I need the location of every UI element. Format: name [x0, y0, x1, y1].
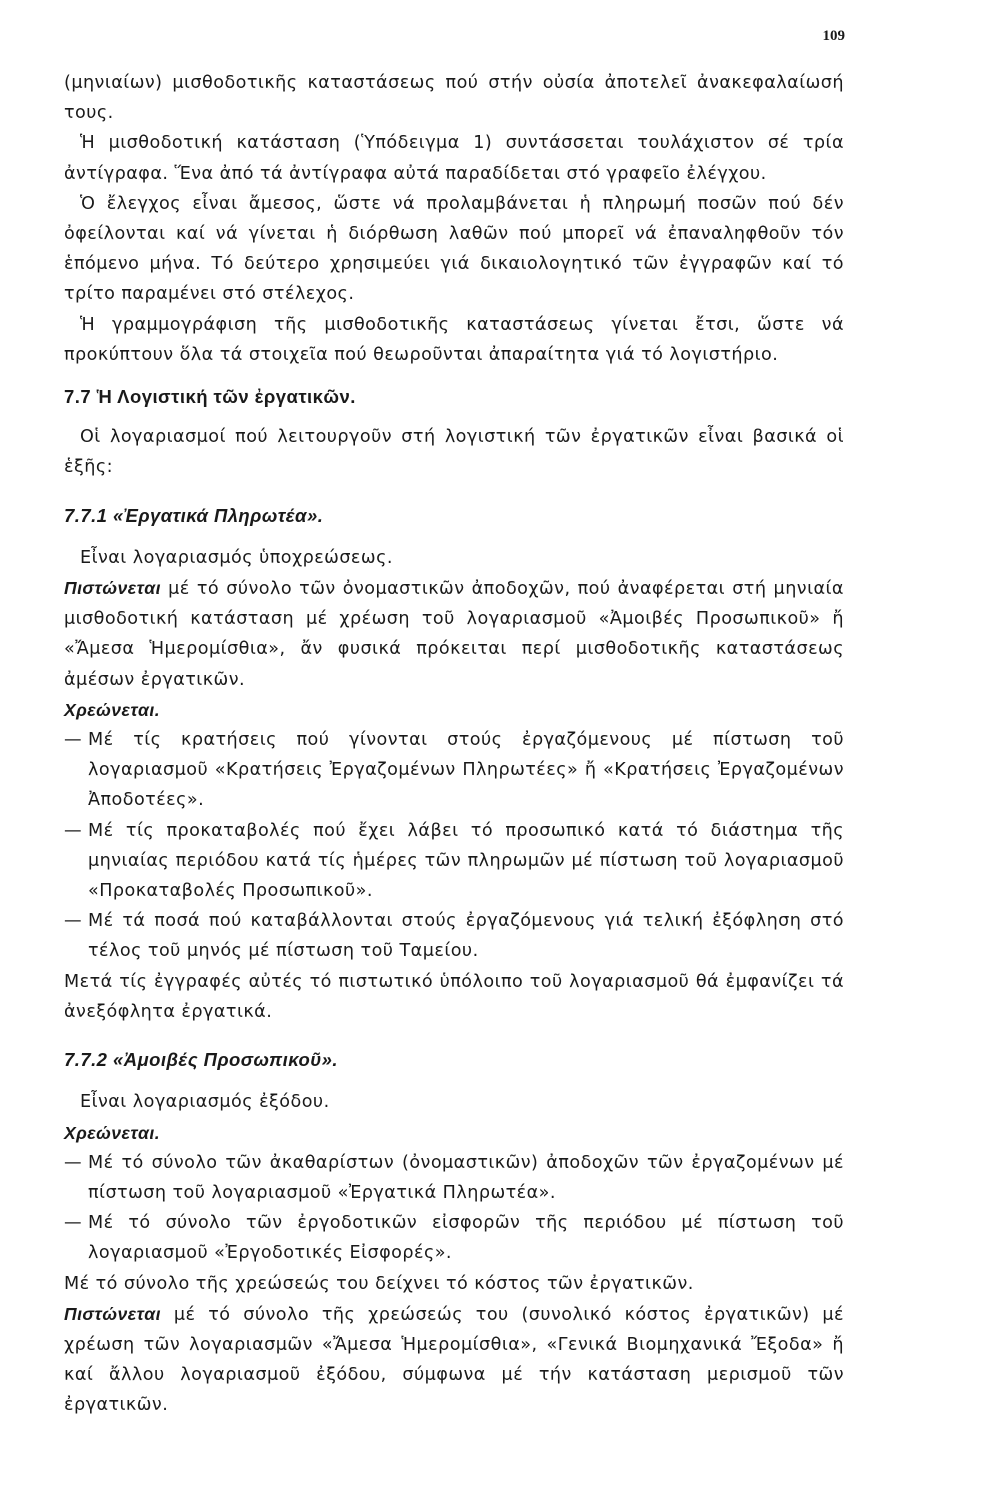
list-item-text: Μέ τίς κρατήσεις πού γίνονται στούς ἐργαζόμενους μέ πίστωση τοῦ λογαριασμοῦ «Κρατήσεις Ἐργαζομένων Πληρωτέες» ἤ «Κρατήσεις Ἐργαζομένων Ἀποδοτέες».: [88, 730, 844, 811]
intro-paragraph-4: Ἡ γραμμογράφιση τῆς μισθοδοτικῆς καταστάσεως γίνεται ἔτσι, ὥστε νά προκύπτουν ὅλα τά στοιχεῖα πού θεωροῦνται ἀπαραίτητα γιά τό λογιστήριο.: [64, 314, 844, 365]
credit-text: μέ τό σύνολο τῆς χρεώσεώς του (συνολικό κόστος ἐργατικῶν) μέ χρέωση τῶν λογαριασμῶν «Ἄμεσα Ἡμερομίσθια», «Γενικά Βιομηχανικά Ἔξοδα» ἤ καί ἄλλου λογαριασμοῦ ἐξόδου, σύμφωνα μέ τήν κατάσταση μερισμοῦ τῶν ἐργατικῶν.: [64, 1304, 844, 1416]
dash-marker: —: [64, 1213, 83, 1234]
dash-marker: —: [64, 911, 83, 932]
dash-marker: —: [64, 1152, 83, 1173]
list-item-text: Μέ τά ποσά πού καταβάλλονται στούς ἐργαζόμενους γιά τελική ἐξόφληση στό τέλος τοῦ μηνός μέ πίστωση τοῦ Ταμείου.: [88, 911, 844, 962]
page-number: 109: [822, 28, 845, 44]
intro-paragraph-1: (μηνιαίων) μισθοδοτικῆς καταστάσεως πού στήν οὐσία ἀποτελεῖ ἀνακεφαλαίωσή τους.: [64, 73, 844, 124]
section-7-7-2-cost-line: Μέ τό σύνολο τῆς χρεώσεώς του δείχνει τό κόστος τῶν ἐργατικῶν.: [64, 1273, 694, 1294]
list-item: [64, 725, 844, 816]
section-7-7-1-debit-term: Χρεώνεται.: [64, 699, 161, 720]
section-7-7-1-type: Εἶναι λογαριασμός ὑποχρεώσεως.: [80, 547, 393, 568]
intro-paragraph-2: Ἡ μισθοδοτική κατάσταση (Ὑπόδειγμα 1) συντάσσεται τουλάχιστον σέ τρία ἀντίγραφα. Ἕνα ἀπό τά ἀντίγραφα αὐτά παραδίδεται στό γραφεῖο ἐλέγχου.: [64, 133, 844, 184]
section-7-7-1-closing: Μετά τίς ἐγγραφές αὐτές τό πιστωτικό ὑπόλοιπο τοῦ λογαριασμοῦ θά ἐμφανίζει τά ἀνεξόφλητα ἐργατικά.: [64, 971, 844, 1022]
intro-paragraph-3: Ὁ ἔλεγχος εἶναι ἄμεσος, ὥστε νά προλαμβάνεται ἡ πληρωμή ποσῶν πού δέν ὀφείλονται καί νά γίνεται ἡ διόρθωση λαθῶν πού μπορεῖ νά ἐπαναληφθοῦν τόν ἑπόμενο μήνα. Τό δεύτερο χρησιμεύει γιά δικαιολογητικό τῶν ἐγγραφῶν καί τό τρίτο παραμένει στό στέλεχος.: [64, 193, 844, 305]
section-7-7-heading: 7.7 Ἡ Λογιστική τῶν ἐργατικῶν.: [64, 386, 356, 408]
list-item: [64, 1148, 844, 1208]
list-item-text: Μέ τό σύνολο τῶν ἐργοδοτικῶν εἰσφορῶν τῆς περιόδου μέ πίστωση τοῦ λογαριασμοῦ «Ἐργοδοτικές Εἰσφορές».: [88, 1213, 844, 1264]
credit-text: μέ τό σύνολο τῶν ὀνομαστικῶν ἀποδοχῶν, πού ἀναφέρεται στή μηνιαία μισθοδοτική κατάσταση μέ χρέωση τοῦ λογαριασμοῦ «Ἀμοιβές Προσωπικοῦ» ἤ «Ἄμεσα Ἡμερομίσθια», ἄν φυσικά πρόκειται περί μισθοδοτικῆς καταστάσεως ἀμέσων ἐργατικῶν.: [64, 579, 844, 690]
dash-marker: —: [64, 820, 83, 841]
section-7-7-2-type: Εἶναι λογαριασμός ἐξόδου.: [80, 1092, 330, 1113]
section-7-7-2-heading: 7.7.2 «Ἀμοιβές Προσωπικοῦ».: [64, 1049, 338, 1071]
section-7-7-1-heading: 7.7.1 «Ἐργατικά Πληρωτέα».: [64, 504, 324, 526]
section-7-7-2-debit-term: Χρεώνεται.: [64, 1122, 161, 1143]
list-item: [64, 906, 844, 966]
page-body: [64, 68, 844, 1421]
dash-marker: —: [64, 730, 83, 751]
list-item-text: Μέ τίς προκαταβολές πού ἔχει λάβει τό προσωπικό κατά τό διάστημα τῆς μηνιαίας περιόδου κατά τίς ἡμέρες τῶν πληρωμῶν μέ πίστωση τοῦ λογαριασμοῦ «Προκαταβολές Προσωπικοῦ».: [88, 820, 844, 902]
credit-term: Πιστώνεται: [64, 1303, 162, 1324]
section-7-7-1-credit-paragraph: [64, 573, 844, 695]
list-item-text: Μέ τό σύνολο τῶν ἀκαθαρίστων (ὀνομαστικῶν) ἀποδοχῶν τῶν ἐργαζομένων μέ πίστωση τοῦ λογαριασμοῦ «Ἐργατικά Πληρωτέα».: [88, 1152, 844, 1203]
section-7-7-intro: Οἱ λογαριασμοί πού λειτουργοῦν στή λογιστική τῶν ἐργατικῶν εἶναι βασικά οἱ ἑξῆς:: [64, 427, 844, 478]
list-item: [64, 1208, 844, 1268]
list-item: [64, 816, 844, 907]
section-7-7-2-credit-paragraph: [64, 1299, 844, 1421]
credit-term: Πιστώνεται: [64, 578, 162, 599]
